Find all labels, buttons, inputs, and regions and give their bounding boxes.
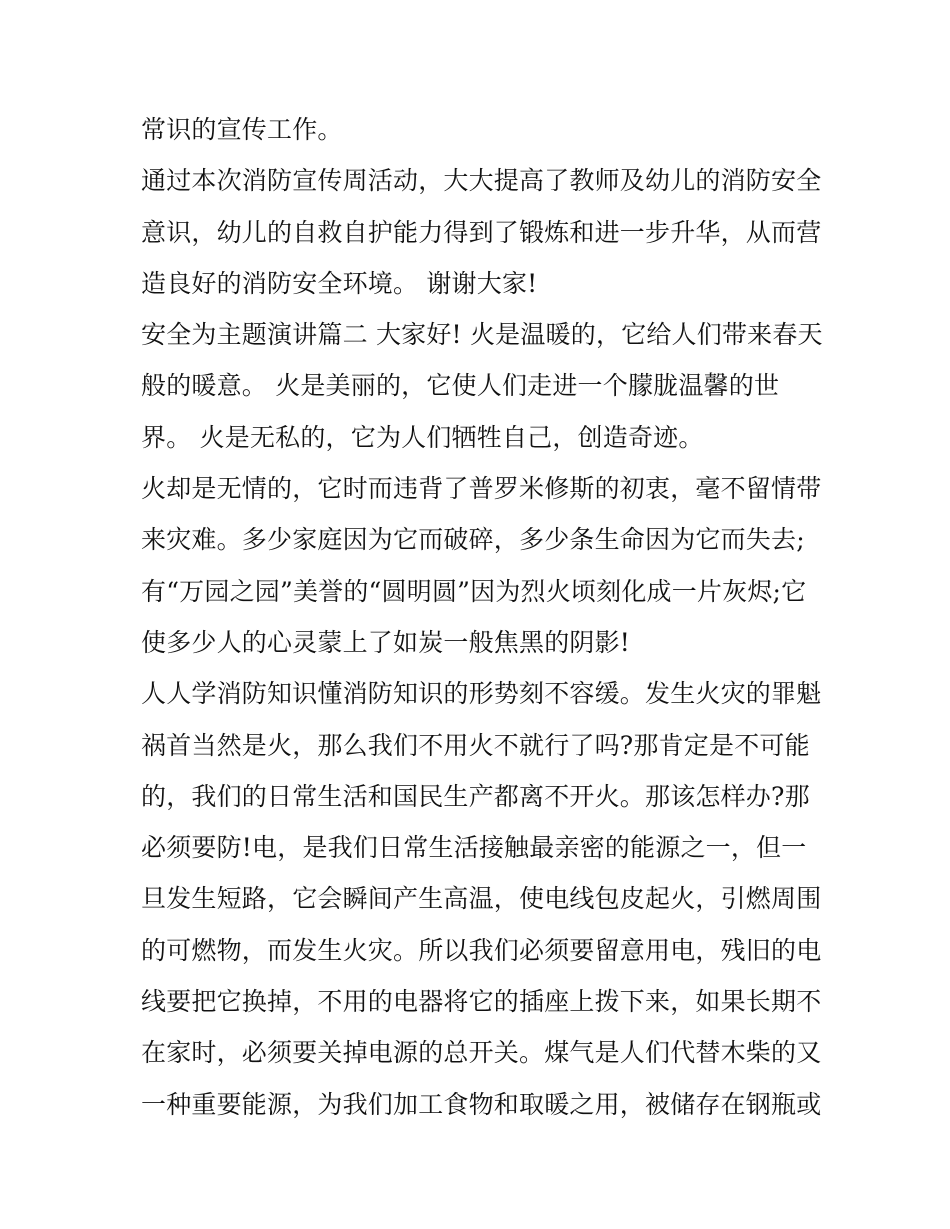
text-line: 线要把它换掉，不用的电器将它的插座上拨下来，如果长期不 [141,987,822,1017]
text-line: 火却是无情的，它时而违背了普罗米修斯的初衷，毫不留情带 [141,474,822,504]
text-line: 造良好的消防安全环境。 谢谢大家! [141,268,538,298]
text-line: 有“万园之园”美誉的“圆明圆”因为烈火顷刻化成一片灰烬;它 [141,576,807,606]
text-line: 意识，幼儿的自救自护能力得到了锻炼和进一步升华，从而营 [141,217,822,247]
text-line: 必须要防!电，是我们日常生活接触最亲密的能源之一，但一 [141,833,807,863]
text-line: 的可燃物，而发生火灾。所以我们必须要留意用电，残旧的电 [141,935,822,965]
text-line: 般的暖意。 火是美丽的，它使人们走进一个朦胧温馨的世 [141,371,780,401]
text-line: 在家时，必须要关掉电源的总开关。煤气是人们代替木柴的又 [141,1038,822,1068]
text-line: 常识的宣传工作。 [141,115,343,144]
text-line: 通过本次消防宣传周活动，大大提高了教师及幼儿的消防安全 [141,166,822,196]
text-line: 使多少人的心灵蒙上了如炭一般焦黑的阴影! [141,627,631,657]
text-line: 的，我们的日常生活和国民生产都离不开火。那该怎样办?那 [141,781,810,811]
text-line: 来灾难。多少家庭因为它而破碎，多少条生命因为它而失去; [141,525,805,555]
text-line: 祸首当然是火，那么我们不用火不就行了吗?那肯定是不可能 [141,730,810,760]
text-line: 一种重要能源，为我们加工食物和取暖之用，被储存在钢瓶或 [141,1089,822,1119]
text-line: 界。 火是无私的，它为人们牺牲自己，创造奇迹。 [141,422,704,452]
text-line: 安全为主题演讲篇二 大家好! 火是温暖的，它给人们带来春天 [141,320,823,350]
body-text [141,104,821,1130]
text-line: 人人学消防知识懂消防知识的形势刻不容缓。发生火灾的罪魁 [141,679,822,709]
text-line: 旦发生短路，它会瞬间产生高温，使电线包皮起火，引燃周围 [141,884,822,914]
